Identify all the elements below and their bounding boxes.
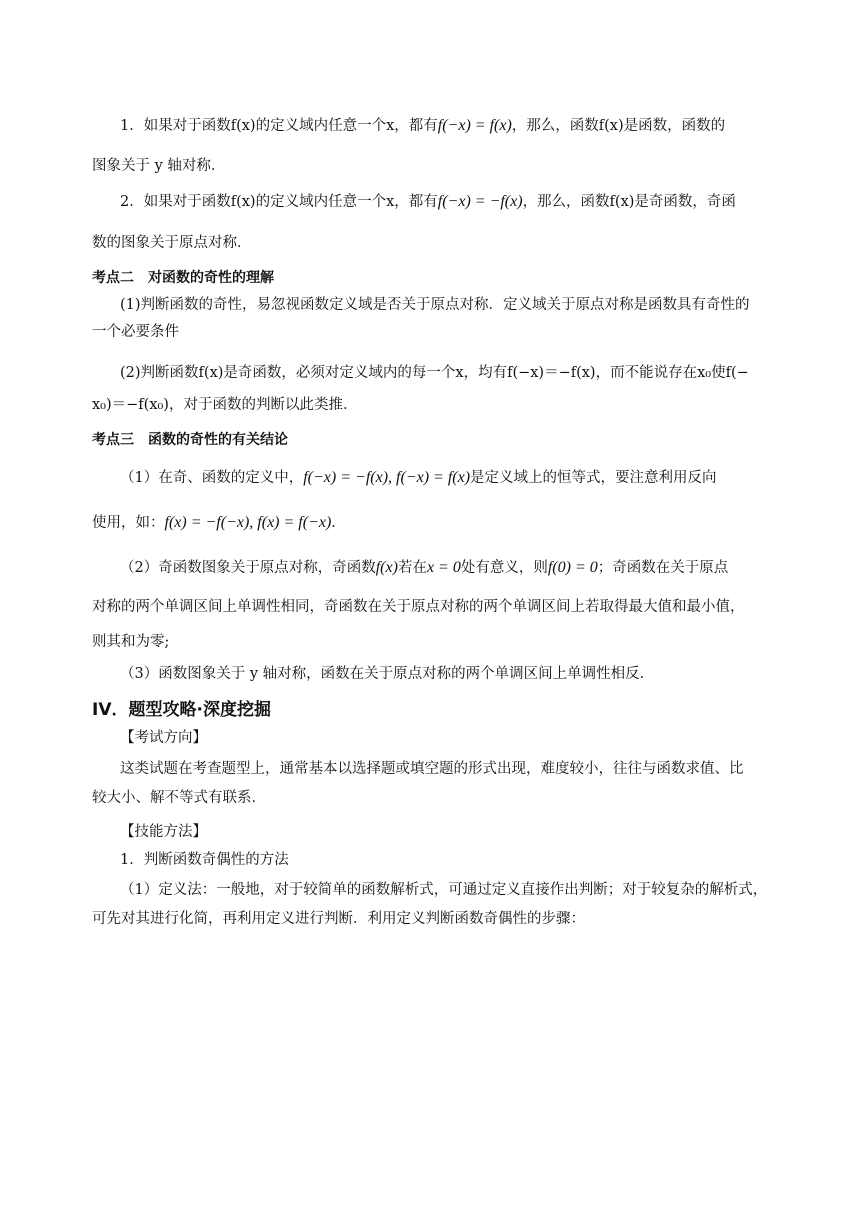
odd-definition-line2: 数的图象关于原点对称． [92,235,252,251]
odd-definition-text: 2．如果对于函数f(x)的定义域内任意一个x，都有 [120,194,438,210]
odd-definition-text-end: ，那么，函数f(x)是奇函数，奇函 [522,194,736,210]
kaodian3-p1-formula: f(−x) = −f(x), f(−x) = f(x) [303,469,471,486]
kaodian2-title: 考点二 [92,270,134,286]
kaodian3-p3: （3）函数图象关于 y 轴对称，函数在关于原点对称的两个单调区间上单调性相反． [120,666,655,682]
even-definition-line1 [120,116,782,136]
exam-direction-line2: 较大小、解不等式有联系． [92,790,266,806]
kaodian3-p1-end: 是定义域上的恒等式，要注意利用反向 [470,470,717,486]
kaodian2-p1-line1: (1)判断函数的奇性，易忽视函数定义域是否关于原点对称．定义域关于原点对称是函数具有奇性的 [120,297,750,313]
kaodian2-p1-line2: 一个必要条件 [92,324,179,340]
kaodian3-p2-start: （2）奇函数图象关于原点对称，奇函数 [120,560,376,576]
even-definition-text-end: ，那么，函数f(x)是函数，函数的 [511,118,726,134]
kaodian3-heading [92,430,782,450]
kaodian3-p2-f0: f(0) = 0 [547,559,598,576]
kaodian3-p1-line1 [120,468,782,488]
kaodian3-p2-line2: 对称的两个单调区间上单调性相同，奇函数在关于原点对称的两个单调区间上若取得最大值和最小值， [92,599,745,615]
kaodian2-heading [92,268,782,288]
even-definition-line2: 图象关于 y 轴对称． [92,158,226,174]
odd-definition-line1 [120,192,782,212]
skill-def-line1: （1）定义法：一般地，对于较简单的函数解析式，可通过定义直接作出判断；对于较复杂的解析式， [120,882,768,898]
skill-label: 【技能方法】 [120,824,207,840]
kaodian2-subtitle: 对函数的奇性的理解 [148,270,274,286]
kaodian3-title: 考点三 [92,432,134,448]
exam-direction-line1: 这类试题在考查题型上，通常基本以选择题或填空题的形式出现，难度较小，往往与函数求值、比 [120,761,744,777]
kaodian3-p2-mid: 若在 [397,560,427,576]
kaodian3-p2-mid2: 处有意义，则 [460,560,548,576]
kaodian3-subtitle: 函数的奇性的有关结论 [148,432,288,448]
kaodian3-p1-line2-formula: f(x) = −f(−x), f(x) = f(−x) [164,514,332,531]
section4-title: IV．题型攻略·深度挖掘 [92,700,271,720]
odd-formula: f(−x) = −f(x) [437,193,523,210]
kaodian3-p2-line3: 则其和为零; [92,634,170,650]
even-definition-text: 1．如果对于函数f(x)的定义域内任意一个x，都有 [120,118,438,134]
kaodian3-p2-x0: x = 0 [426,559,461,576]
exam-direction-label: 【考试方向】 [120,730,207,746]
kaodian3-p2-fx: f(x) [375,559,398,576]
even-formula: f(−x) = f(x) [437,117,512,134]
kaodian3-p1-line2-start: 使用，如： [92,515,165,531]
kaodian2-p2-line1: (2)判断函数f(x)是奇函数，必须对定义域内的每一个x，均有f(−x)＝−f(x)，而不能说存在x₀使f(− [120,365,749,381]
kaodian3-p1-line2 [92,513,782,533]
kaodian2-p2-line2: x₀)＝−f(x₀)，对于函数的判断以此类推． [92,397,358,413]
skill-item1: 1．判断函数奇偶性的方法 [120,852,289,868]
kaodian3-p1-line2-end: ． [331,515,346,531]
kaodian3-p1-start: （1）在奇、函数的定义中， [120,470,304,486]
kaodian3-p2-end: ；奇函数在关于原点 [597,560,729,576]
kaodian3-p2-line1 [120,558,782,578]
skill-def-line2: 可先对其进行化简，再利用定义进行判断．利用定义判断函数奇偶性的步骤： [92,911,585,927]
